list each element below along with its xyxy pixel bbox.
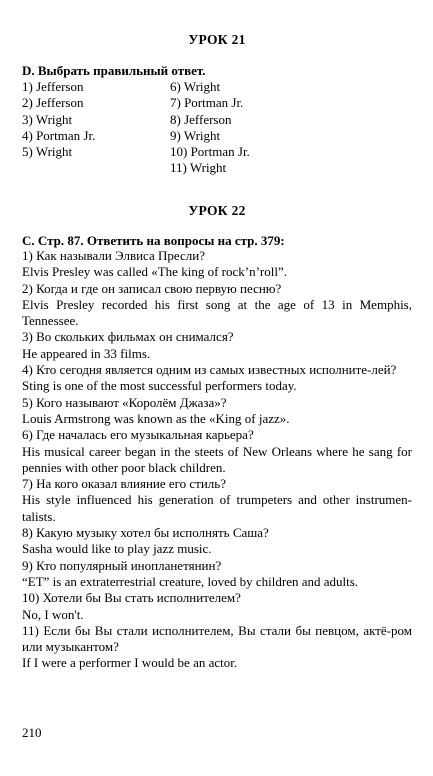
question-text: 11) Если бы Вы стали исполнителем, Вы стали бы певцом, актё-ром или музыкантом?	[22, 622, 412, 655]
answer-item: 5) Wright	[22, 144, 73, 160]
questions-answers	[22, 248, 412, 672]
answer-item: 6) Wright	[170, 79, 221, 94]
lesson-22-task: C. Стр. 87. Ответить на вопросы на стр. 379:	[22, 233, 285, 248]
question-text: 8) Какую музыку хотел бы исполнять Саша?	[22, 525, 269, 541]
question-text: 2) Когда и где он записал свою первую песню?	[22, 280, 282, 296]
question-text: 3) Во скольких фильмах он снимался?	[22, 329, 234, 345]
question-text: 10) Хотели бы Вы стать исполнителем?	[22, 590, 241, 606]
answer-item: 3) Wright	[22, 111, 73, 127]
lesson-21-heading: УРОК 21	[188, 32, 246, 47]
question-text: 9) Кто популярный инопланетянин?	[22, 557, 222, 573]
answer-text: Sasha would like to play jazz music.	[22, 541, 212, 557]
question-text: 5) Кого называют «Королём Джаза»?	[22, 394, 227, 410]
answer-item: 2) Jefferson	[22, 95, 84, 111]
answer-item: 1) Jefferson	[22, 79, 84, 94]
lesson-21-task: D. Выбрать правильный ответ.	[22, 63, 206, 78]
answer-text: Elvis Presley was called «The king of rock’n’roll”.	[22, 264, 287, 280]
page-number: 210	[22, 725, 42, 740]
lesson-22-heading: УРОК 22	[188, 203, 246, 218]
answer-item: 9) Wright	[170, 127, 221, 143]
answer-text: His musical career began in the steets of New Orleans where he sang for pennies with other poor black children.	[22, 443, 412, 475]
answers-column-2	[170, 79, 250, 177]
answer-text: He appeared in 33 films.	[22, 345, 151, 361]
answers-column-1	[22, 79, 95, 160]
answer-text: Elvis Presley recorded his first song at the age of 13 in Memphis, Tennessee.	[22, 296, 412, 329]
answer-item: 11) Wright	[170, 160, 227, 176]
answer-item: 10) Portman Jr.	[170, 144, 250, 160]
answer-text: No, I won't.	[22, 606, 84, 622]
answer-item: 4) Portman Jr.	[22, 127, 96, 143]
answer-text: Louis Armstrong was known as the «King of jazz».	[22, 410, 290, 426]
answer-text: If I were a performer I would be an actor.	[22, 655, 238, 671]
question-text: 6) Где началась его музыкальная карьера?	[22, 427, 254, 443]
answer-text: His style influenced his generation of trumpeters and other instrumen-talists.	[22, 492, 412, 524]
question-text: 1) Как называли Элвиса Пресли?	[22, 248, 205, 263]
question-text: 4) Кто сегодня является одним из самых известных исполните-лей?	[22, 362, 397, 378]
answer-item: 8) Jefferson	[170, 111, 232, 127]
answer-item: 7) Portman Jr.	[170, 95, 244, 111]
answer-text: Sting is one of the most successful performers today.	[22, 378, 297, 394]
question-text: 7) На кого оказал влияние его стиль?	[22, 476, 226, 492]
answer-text: “ET” is an extraterrestrial creature, loved by children and adults.	[22, 573, 359, 589]
